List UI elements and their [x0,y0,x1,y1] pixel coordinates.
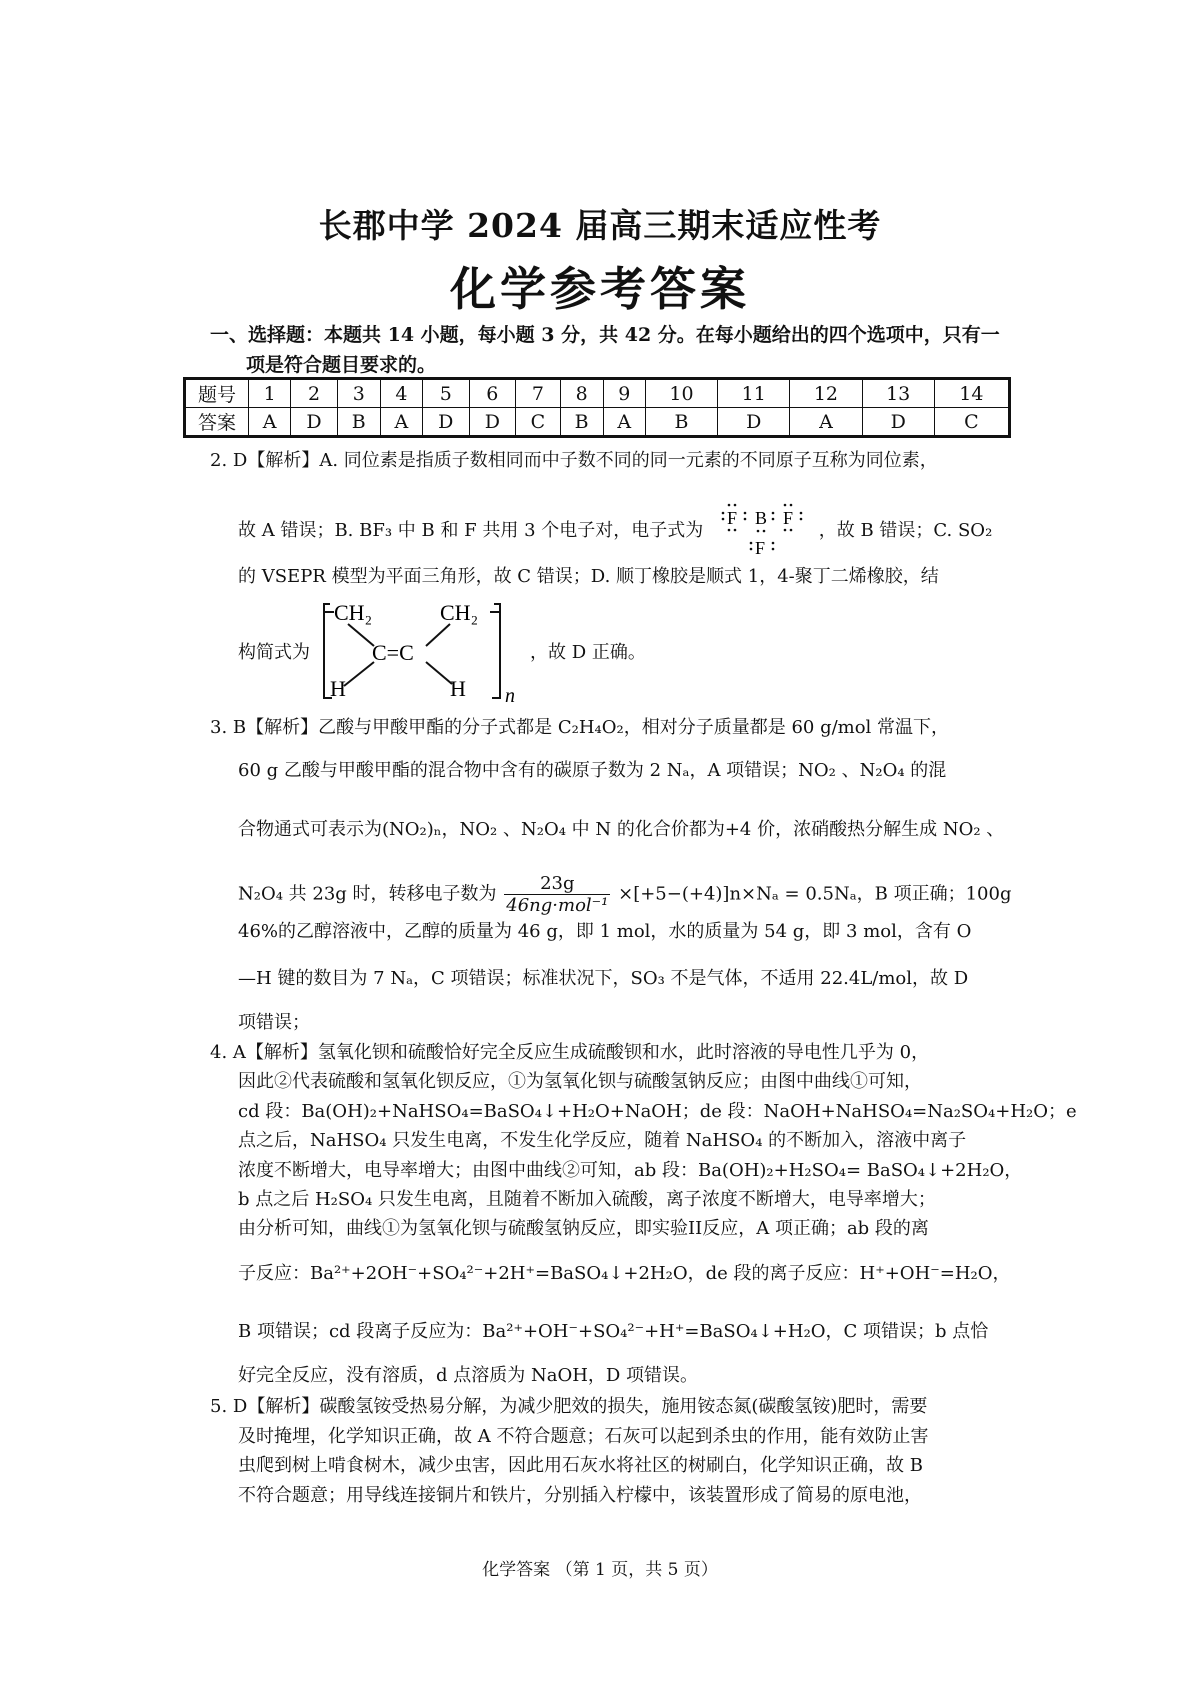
table-cell: 5 [422,379,469,408]
table-cell: 1 [249,379,291,408]
q4-line-4: 点之后，NaHSO₄ 只发生电离，不发生化学反应，随着 NaHSO₄ 的不断加入，溶液中离子 [238,1130,967,1151]
q3-line-4-text-a: N₂O₄ 共 23g 时，转移电子数为 [238,883,497,905]
q4-line-6: b 点之后 H₂SO₄ 只发生电离，且随着不断加入硫酸，离子浓度不断增大，电导率增大； [238,1189,936,1210]
row-label-answer: 答案 [185,408,249,437]
table-cell: C [934,408,1009,437]
table-cell: 13 [862,379,934,408]
q5-line-1: 5. D【解析】碳酸氢铵受热易分解，为减少肥效的损失，施用铵态氮(碳酸氢铵)肥时，需要 [210,1396,928,1417]
q2-line-2-text-b: ，故 B 错误；C. SO₂ [818,520,993,541]
table-cell: 9 [603,379,645,408]
table-cell: 12 [790,379,862,408]
exam-title: 长郡中学 2024 届高三期末适应性考 [318,206,882,245]
table-cell: A [603,408,645,437]
table-cell: D [422,408,469,437]
struct-h-right: H [450,676,466,701]
q3-line-5: 46%的乙醇溶液中，乙醇的质量为 46 g，即 1 mol，水的质量为 54 g，即 3 mol，含有 O [238,921,972,942]
q2-line-3: 的 VSEPR 模型为平面三角形，故 C 错误；D. 顺丁橡胶是顺式 1，4-聚丁二烯橡胶，结 [238,566,939,587]
q4-line-5: 浓度不断增大，电导率增大；由图中曲线②可知，ab 段：Ba(OH)₂+H₂SO₄= BaSO₄↓+2H₂O， [238,1160,1023,1181]
table-cell: B [645,408,717,437]
document-subtitle: 化学参考答案 [450,262,750,316]
row-label-number: 题号 [185,379,249,408]
table-cell: 4 [380,379,422,408]
table-cell: D [291,408,338,437]
q3-line-2: 60 g 乙酸与甲酸甲酯的混合物中含有的碳原子数为 2 Nₐ，A 项错误；NO₂ 、N₂O₄ 的混 [238,760,947,781]
q3-line-4-text-b: ×[+5−(+4)]n×Nₐ = 0.5Nₐ，B 项正确；100g [618,883,1012,905]
lewis-f-left: F [727,508,738,528]
q5-line-4: 不符合题意；用导线连接铜片和铁片，分别插入柠檬中，该装置形成了简易的原电池， [238,1485,922,1506]
table-cell: 3 [337,379,380,408]
table-cell: A [380,408,422,437]
q2-line-4b: ，故 D 正确。 [530,642,646,663]
q3-line-4 [238,873,1018,916]
q3-line-1: 3. B【解析】乙酸与甲酸甲酯的分子式都是 C₂H₄O₂，相对分子质量都是 60 g/mol 常温下， [210,717,950,738]
fraction-numerator: 23g [504,873,610,895]
q4-line-9: B 项错误；cd 段离子反应为：Ba²⁺+OH⁻+SO₄²⁻+H⁺=BaSO₄↓+H₂O，C 项错误；b 点恰 [238,1321,989,1342]
table-cell: 6 [469,379,516,408]
table-cell: C [516,408,561,437]
struct-ch2-right: CH₂ [440,600,479,625]
lewis-f-bottom: F [755,538,766,558]
table-cell: B [560,408,603,437]
struct-double-bond: C=C [372,640,414,665]
table-cell: 7 [516,379,561,408]
section-line-2: 项是符合题目要求的。 [246,354,437,376]
q4-line-2: 因此②代表硫酸和氢氧化钡反应，①为氢氧化钡与硫酸氢钠反应；由图中曲线①可知， [238,1071,922,1092]
lewis-b: B [755,508,768,528]
q3-line-3: 合物通式可表示为(NO₂)ₙ，NO₂ 、N₂O₄ 中 N 的化合价都为+4 价，浓硝酸热分解生成 NO₂ 、 [238,819,1005,840]
table-cell: A [249,408,291,437]
q3-line-6: —H 键的数目为 7 Nₐ，C 项错误；标准状况下，SO₃ 不是气体，不适用 22.4L/mol，故 D [238,968,969,989]
table-cell: D [862,408,934,437]
lewis-f-right: F [783,508,794,528]
section-line-1: 一、选择题：本题共 14 小题，每小题 3 分，共 42 分。在每小题给出的四个选项中，只有一 [210,324,1000,346]
table-cell: 8 [560,379,603,408]
fraction [504,873,610,916]
table-cell: 2 [291,379,338,408]
q4-line-10: 好完全反应，没有溶质，d 点溶质为 NaOH，D 项错误。 [238,1365,699,1386]
q2-line-4a: 构简式为 [238,642,310,663]
table-cell: A [790,408,862,437]
q4-line-8: 子反应：Ba²⁺+2OH⁻+SO₄²⁻+2H⁺=BaSO₄↓+2H₂O，de 段的离子反应：H⁺+OH⁻=H₂O， [238,1263,1011,1284]
q2-line-2-text-a: 故 A 错误；B. BF₃ 中 B 和 F 共用 3 个电子对，电子式为 [238,520,704,541]
table-cell: B [337,408,380,437]
q4-line-1: 4. A【解析】氢氧化钡和硫酸恰好完全反应生成硫酸钡和水，此时溶液的导电性几乎为 0， [210,1042,930,1063]
page-footer: 化学答案 （第 1 页，共 5 页） [482,1560,718,1580]
table-row-numbers [185,379,1010,408]
q2-line-1: 2. D【解析】A. 同位素是指质子数相同而中子数不同的同一元素的不同原子互称为同位素， [210,450,938,471]
struct-h-left: H [330,676,346,701]
answer-table [183,377,1011,438]
table-cell: 14 [934,379,1009,408]
q4-line-7: 由分析可知，曲线①为氢氧化钡与硫酸氢钠反应，即实验II反应，A 项正确；ab 段的离 [238,1218,929,1239]
q3-line-7: 项错误； [238,1012,310,1033]
bf3-lewis-structure [711,500,811,562]
struct-ch2-left: CH₂ [334,600,373,625]
table-cell: 11 [718,379,790,408]
section-instructions [210,320,1010,380]
q5-line-2: 及时掩埋，化学知识正确，故 A 不符合题意；石灰可以起到杀虫的作用，能有效防止害 [238,1426,929,1447]
table-cell: 10 [645,379,717,408]
q4-line-3: cd 段：Ba(OH)₂+NaHSO₄=BaSO₄↓+H₂O+NaOH；de 段：NaOH+NaHSO₄=Na₂SO₄+H₂O；e [238,1101,1077,1122]
table-cell: D [718,408,790,437]
q2-line-2 [238,500,1018,562]
cis-polybutadiene-structure [322,598,522,703]
q5-line-3: 虫爬到树上啃食树木，减少虫害，因此用石灰水将社区的树刷白，化学知识正确，故 B [238,1455,923,1476]
struct-subscript-n: n [505,685,515,703]
fraction-denominator: 46ng·mol⁻¹ [506,895,609,916]
table-row-answers [185,408,1010,437]
table-cell: D [469,408,516,437]
